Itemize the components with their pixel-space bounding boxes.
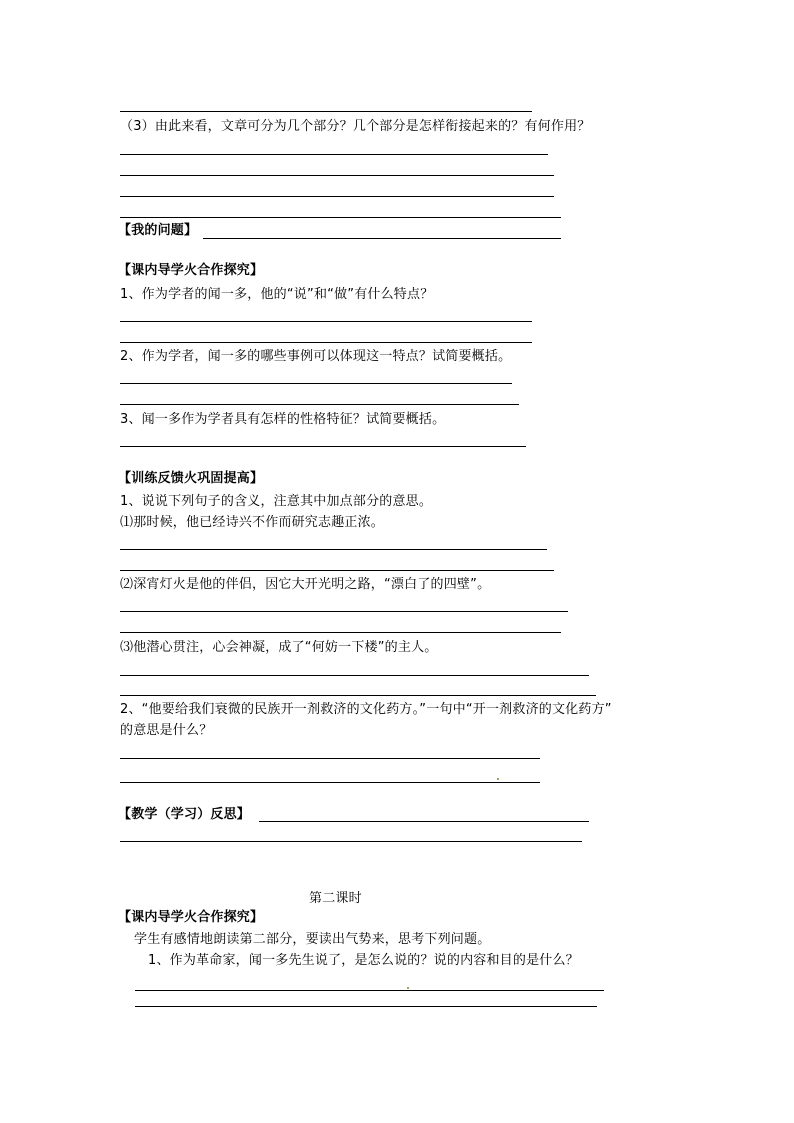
question-3: （3）由此来看，文章可分为几个部分？几个部分是怎样衔接起来的？有何作用？ bbox=[120, 119, 591, 134]
lesson2-intro: 学生有感情地朗读第二部分，要读出气势来，思考下列问题。 bbox=[134, 932, 491, 947]
stray-mark bbox=[407, 987, 409, 989]
answer-line bbox=[120, 404, 519, 405]
answer-line bbox=[120, 841, 582, 842]
answer-line bbox=[120, 196, 554, 197]
answer-line bbox=[135, 990, 604, 991]
answer-line bbox=[120, 675, 589, 676]
answer-line bbox=[120, 570, 554, 571]
answer-line bbox=[120, 321, 532, 322]
my-question-label: 【我的问题】 bbox=[118, 223, 198, 238]
answer-line bbox=[135, 1006, 597, 1007]
answer-line bbox=[120, 632, 561, 633]
answer-line bbox=[120, 383, 512, 384]
answer-line bbox=[120, 342, 532, 343]
answer-line bbox=[120, 175, 554, 176]
answer-line bbox=[120, 446, 526, 447]
section-title-inclass: 【课内导学火合作探究】 bbox=[118, 263, 264, 278]
reflection-answer-line bbox=[259, 821, 589, 822]
inclass-question-1: 1、作为学者的闻一多，他的“说”和“做”有什么特点？ bbox=[120, 287, 434, 302]
answer-line bbox=[120, 695, 596, 696]
answer-line bbox=[120, 111, 532, 112]
answer-line bbox=[120, 758, 540, 759]
reflection-label: 【教学（学习）反思】 bbox=[118, 807, 251, 822]
answer-line bbox=[120, 154, 548, 155]
training-question-2-line1: 2、“他要给我们衰微的民族开一剂救济的文化药方。”一句中“开一剂救济的文化药方” bbox=[120, 702, 612, 717]
answer-line bbox=[120, 549, 547, 550]
inclass-question-3: 3、闻一多作为学者具有怎样的性格特征？试简要概括。 bbox=[120, 412, 446, 427]
section-title-training: 【训练反馈火巩固提高】 bbox=[118, 471, 264, 486]
answer-line bbox=[120, 782, 540, 783]
lesson2-question-1: 1、作为革命家，闻一多先生说了，是怎么说的？说的内容和目的是什么？ bbox=[148, 953, 579, 968]
training-question-1: 1、说说下列句子的含义，注意其中加点部分的意思。 bbox=[120, 494, 433, 509]
sentence-1: ⑴那时候，他已经诗兴不作而研究志趣正浓。 bbox=[120, 515, 385, 530]
answer-line bbox=[120, 217, 561, 218]
lesson2-section-title: 【课内导学火合作探究】 bbox=[118, 910, 264, 925]
answer-line bbox=[120, 611, 568, 612]
sentence-3: ⑶他潜心贯注，心会神凝，成了“何妨一下楼”的主人。 bbox=[120, 640, 438, 655]
stray-mark bbox=[497, 778, 499, 780]
my-question-answer-line bbox=[203, 238, 561, 239]
training-question-2-line2: 的意思是什么？ bbox=[120, 723, 213, 738]
lesson2-heading: 第二课时 bbox=[309, 891, 362, 906]
inclass-question-2: 2、作为学者，闻一多的哪些事例可以体现这一特点？试简要概括。 bbox=[120, 349, 512, 364]
sentence-2: ⑵深宵灯火是他的伴侣，因它大开光明之路，“漂白了的四壁”。 bbox=[120, 577, 491, 592]
